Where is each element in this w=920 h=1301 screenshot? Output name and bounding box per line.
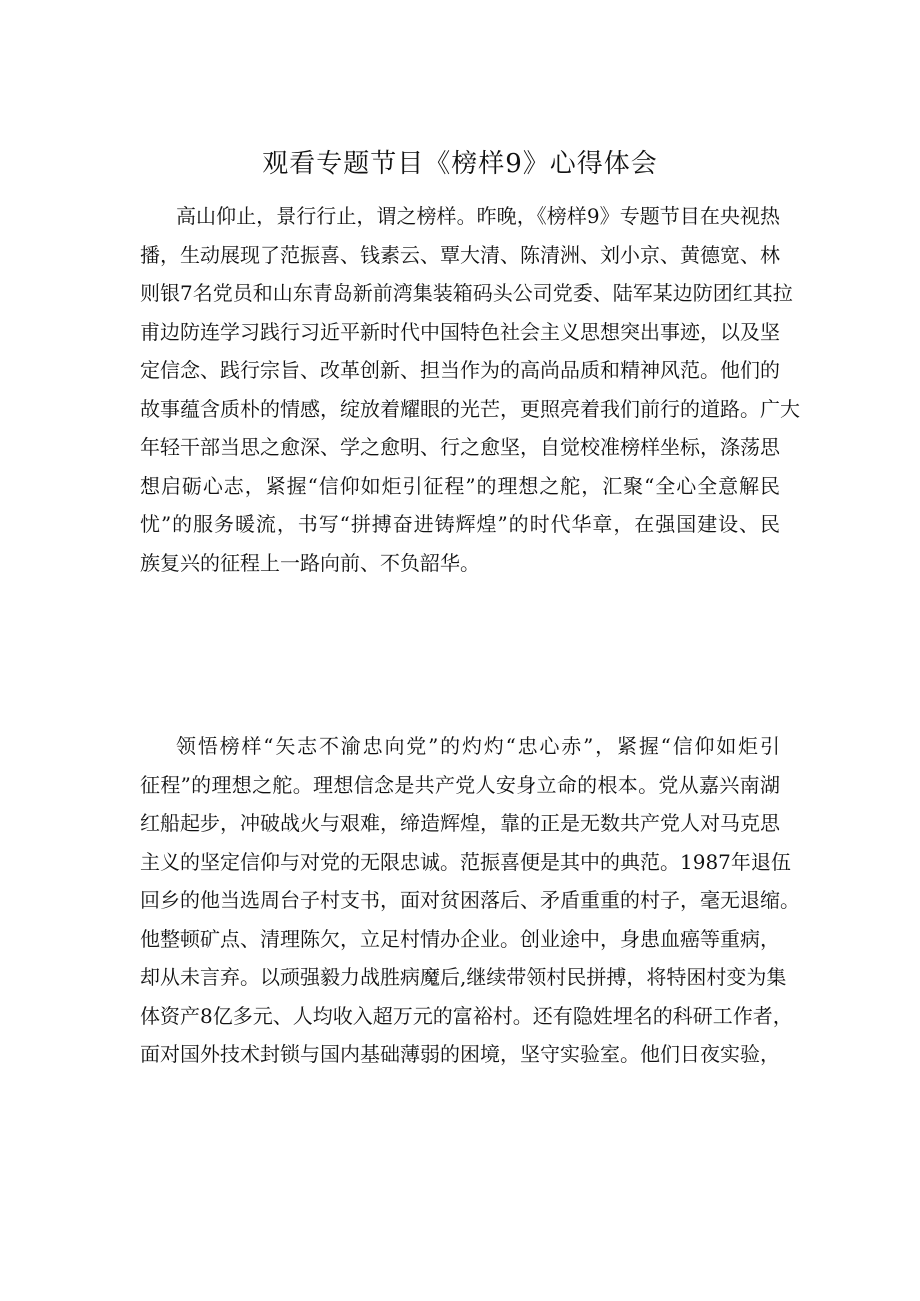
paragraph-line: 则银7名党员和山东青岛新前湾集装箱码头公司党委、陆军某边防团红其拉 <box>140 281 793 305</box>
paragraph-line: 主义的坚定信仰与对党的无限忠诚。范振喜便是其中的典范。1987年退伍 <box>140 849 791 874</box>
paragraph-line: 体资产8亿多元、人均收入超万元的富裕村。还有隐姓埋名的科研工作者， <box>140 1003 793 1028</box>
paragraph-line: 领悟榜样“矢志不渝忠向党”的灼灼“忠心赤”，紧握“信仰如炬引 <box>176 734 780 758</box>
paragraph-line: 高山仰止，景行行止，谓之榜样。昨晚，《榜样9》专题节目在央视热 <box>176 204 780 228</box>
paragraph-line: 征程”的理想之舵。理想信念是共产党人安身立命的根本。党从嘉兴南湖 <box>140 772 780 797</box>
document-title: 观看专题节目《榜样9》心得体会 <box>262 149 658 179</box>
paragraph-line: 故事蕴含质朴的情感，绽放着耀眼的光芒，更照亮着我们前行的道路。广大 <box>140 396 800 421</box>
paragraph-line: 回乡的他当选周台子村支书，面对贫困落后、矛盾重重的村子，毫无退缩。 <box>140 888 800 912</box>
paragraph-line: 却从未言弃。以顽强毅力战胜病魔后,继续带领村民拼搏，将特困村变为集 <box>140 965 787 989</box>
paragraph-line: 想启砺心志，紧握“信仰如炬引征程”的理想之舵，汇聚“全心全意解民 <box>140 473 780 498</box>
paragraph-line: 定信念、践行宗旨、改革创新、担当作为的高尚品质和精神风范。他们的 <box>140 358 780 382</box>
paragraph-line: 年轻干部当思之愈深、学之愈明、行之愈坚，自觉校准榜样坐标，涤荡思 <box>140 435 780 459</box>
paragraph-1 <box>140 197 800 582</box>
paragraph-line: 忧”的服务暖流，书写“拼搏奋进铸辉煌”的时代华章，在强国建设、民 <box>140 512 780 536</box>
paragraph-line: 面对国外技术封锁与国内基础薄弱的困境，坚守实验室。他们日夜实验， <box>140 1042 780 1066</box>
paragraph-2 <box>140 727 800 1074</box>
paragraph-line: 甫边防连学习践行习近平新时代中国特色社会主义思想突出事迹，以及坚 <box>140 319 780 344</box>
paragraph-line: 族复兴的征程上一路向前、不负韶华。 <box>140 550 480 575</box>
paragraph-line: 红船起步，冲破战火与艰难，缔造辉煌，靠的正是无数共产党人对马克思 <box>140 811 780 835</box>
paragraph-line: 播，生动展现了范振喜、钱素云、覃大清、陈清洲、刘小京、黄德宽、林 <box>140 242 780 267</box>
paragraph-line: 他整顿矿点、清理陈欠，立足村情办企业。创业途中，身患血癌等重病， <box>140 926 780 951</box>
